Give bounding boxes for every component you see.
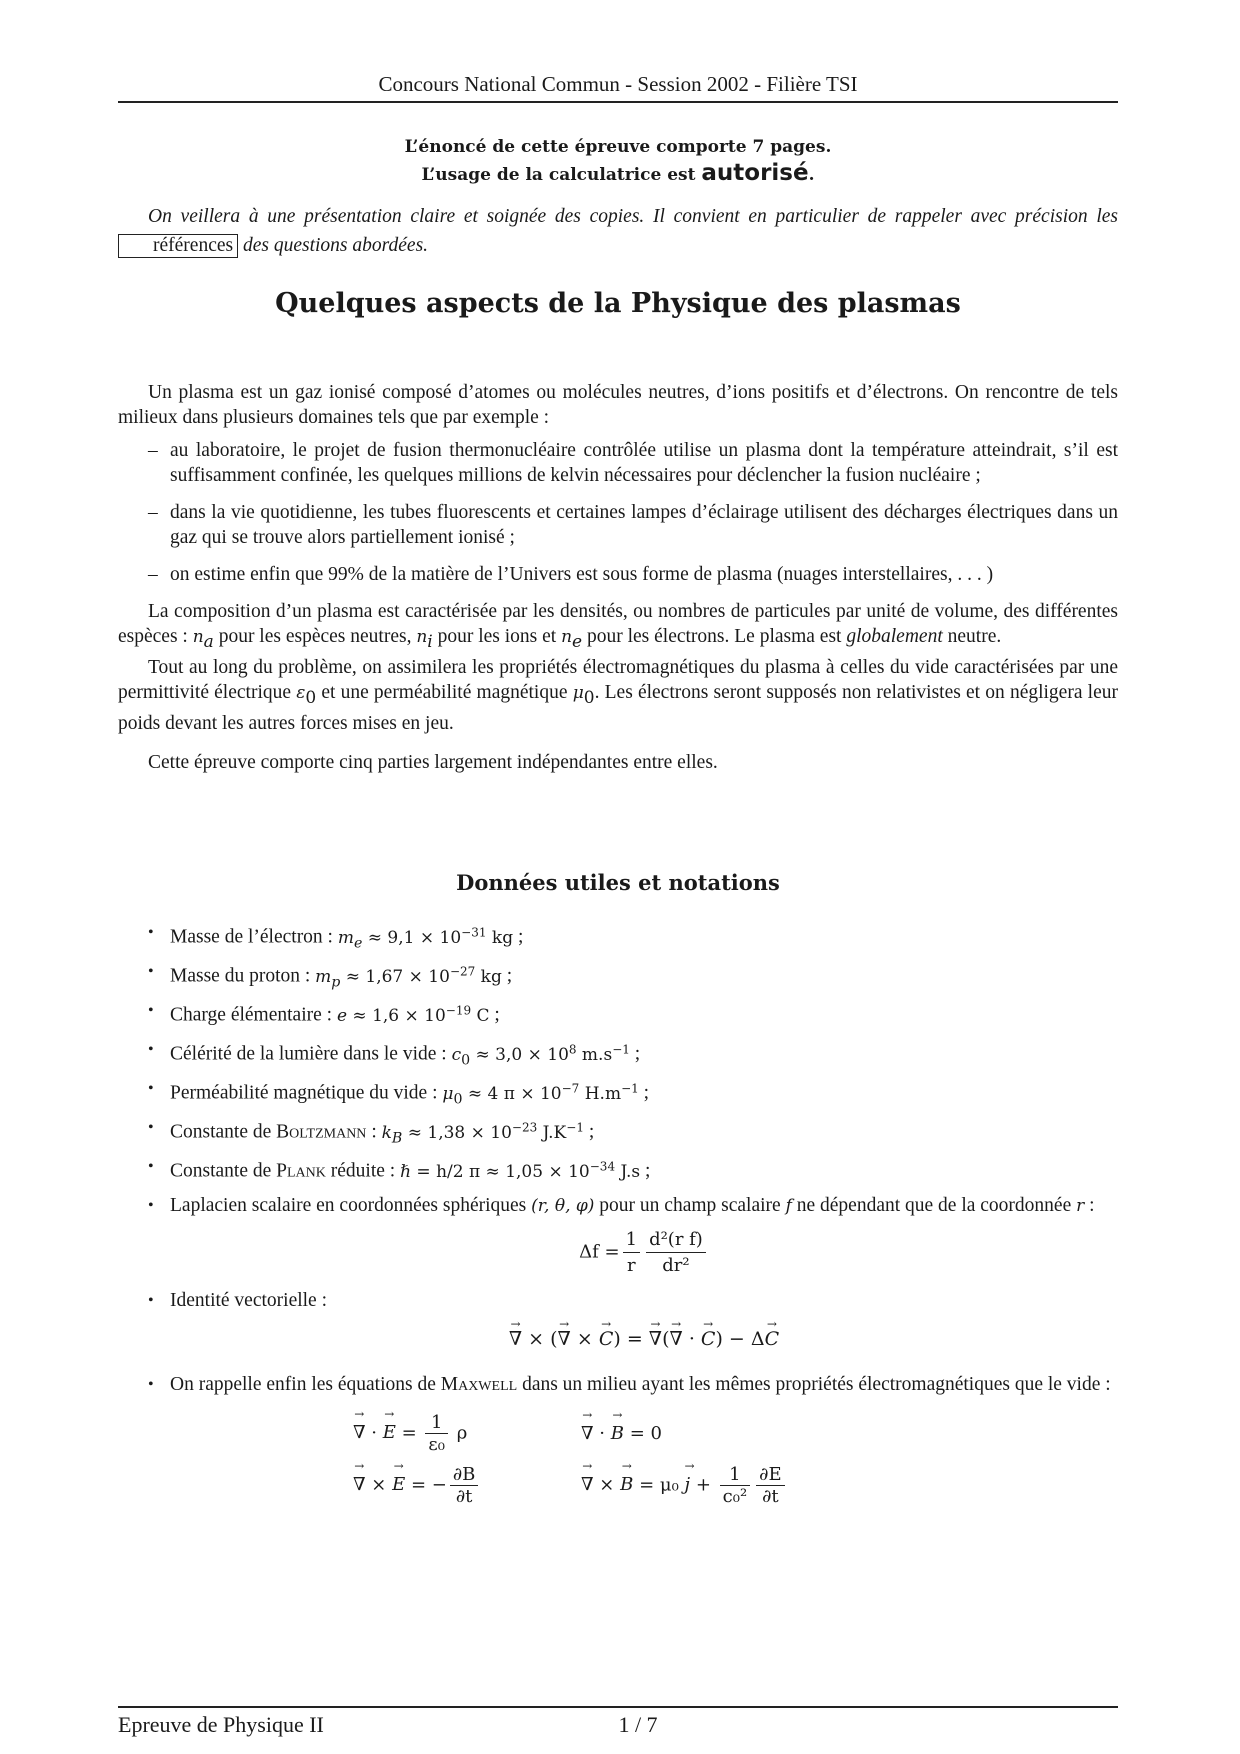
paragraph-assumptions: Tout au long du problème, on assimilera les propriétés électromagnétiques du plasma à celles du vide caractérisées par une permittivité électrique $\varepsilon_0$ et une perméabilité magnétique $\mu_0$. Les électrons seront supposés non relativistes et on négligera leur poids devant les autres forces mises en jeu. [118, 656, 1118, 734]
paragraph-parts: Cette épreuve comporte cinq parties largement indépendantes entre elles. [148, 751, 718, 773]
maxwell-faraday: ∇ → × E → = − $\frac{\partial B}{\partial t}$ [353, 1464, 581, 1507]
header-rule [118, 101, 1118, 103]
paragraph-composition: La composition d’un plasma est caractérisée par les densités, ou nombres de particules par unité de volume, des différentes espèces : $n_a$ pour les espèces neutres, $n_i$ pour les ions et $n_e$ pour les électrons. Le plasma est globalement neutre. [118, 601, 1118, 652]
data-item-electron-mass: • Masse de l’électron : $m_e \approx 9,1 \times 10^{-31}$ kg ; [118, 920, 1118, 959]
data-item-permeability: • Perméabilité magnétique du vide : $\mu_0 \approx 4$ $\pi \times 10^{-7}$ $H.m^{-1}$ ; [118, 1076, 1118, 1115]
page-number: 1 / 7 [618, 1712, 658, 1737]
data-item-elementary-charge: • Charge élémentaire : $e \approx 1,6 \times 10^{-19}$ C ; [118, 998, 1118, 1037]
data-item-laplacian: • Laplacien scalaire en coordonnées sphériques (r, θ, φ) pour un champ scalaire f ne dépendant que de la coordonnée r : Δf = $\frac{1}{r}$ $\frac{\text{d²(r f)}}{\text{dr²}}$ [118, 1193, 1118, 1278]
data-item-boltzmann: • Constante de Boltzmann : $k_B \approx 1,38 \times 10^{-23}$ $J.K^{-1}$ ; [118, 1115, 1118, 1154]
authorized-word: autorisé [701, 160, 809, 186]
footer-rule [118, 1706, 1118, 1708]
exam-page [118, 0, 1118, 1754]
data-item-light-speed: • Célérité de la lumière dans le vide : $c_0 \approx 3,0 \times 10^8$ $m.s^{-1}$ ; [118, 1037, 1118, 1076]
paragraph-plasma-definition: Un plasma est un gaz ionisé composé d’atomes ou molécules neutres, d’ions positifs et d’électrons. On rencontre de tels milieux dans plusieurs domaines tels que par exemple : [118, 382, 1118, 428]
data-item-proton-mass: • Masse du proton : $m_p \approx 1,67 \times 10^{-27}$ kg ; [118, 959, 1118, 998]
notice-calculator: L’usage de la calculatrice est autorisé. [421, 160, 815, 186]
exam-notice [118, 134, 1118, 188]
footer-exam-name: Epreuve de Physique II [118, 1712, 324, 1737]
maxwell-ampere: ∇ → × B → = μ₀ j → + $\frac{1}{\text{c₀²}}$ $\frac{\partial E}{\partial t}$ [581, 1464, 881, 1507]
section-title: Données utiles et notations [456, 870, 780, 895]
page-title: Quelques aspects de la Physique des plasmas [275, 288, 961, 319]
data-item-maxwell: • On rappelle enfin les équations de Maxwell dans un milieu ayant les mêmes propriétés électromagnétiques que le vide : [118, 1372, 1118, 1397]
maxwell-equations [118, 1407, 1118, 1511]
examples-list [118, 438, 1118, 587]
maxwell-gauss: ∇ → · E → = $\frac{1}{\text{ε₀}}$ ρ [353, 1412, 581, 1455]
page-footer [118, 1712, 1118, 1738]
data-item-planck: • Constante de Plank réduite : ℏ = h/2 $\pi \approx 1,05 \times 10^{-34}$ J.s ; [118, 1154, 1118, 1193]
maxwell-flux: ∇ → · B → = 0 [581, 1423, 881, 1444]
list-item: – on estime enfin que 99% de la matière de l’Univers est sous forme de plasma (nuages interstellaires, . . . ) [118, 562, 1118, 587]
data-list [118, 920, 1118, 1511]
references-box: références [118, 234, 238, 258]
intro-instructions: On veillera à une présentation claire et soignée des copies. Il convient en particulier de rappeler avec précision les références des questions abordées. [118, 202, 1118, 260]
notice-pages: L’énoncé de cette épreuve comporte 7 pages. [404, 137, 832, 157]
list-item: – au laboratoire, le projet de fusion thermonucléaire contrôlée utilise un plasma dont la température atteindrait, s’il est suffisamment confinée, les quelques millions de kelvin nécessaires pour déclencher la fusion nucléaire ; [118, 438, 1118, 488]
laplacian-equation: Δf = $\frac{1}{r}$ $\frac{\text{d²(r f)}}{\text{dr²}}$ [170, 1227, 1118, 1278]
page-header: Concours National Commun - Session 2002 - Filière TSI [378, 72, 858, 96]
data-item-vector-identity: • Identité vectorielle : ∇ → × (∇ → × C →) = ∇ →(∇ → · C →) − ΔC → [118, 1288, 1118, 1352]
main-text [118, 380, 1118, 775]
vector-identity-equation: ∇ → × (∇ → × C →) = ∇ →(∇ → · C →) − ΔC → [170, 1327, 1118, 1352]
list-item: – dans la vie quotidienne, les tubes fluorescents et certaines lampes d’éclairage utilisent des décharges électriques dans un gaz qui se trouve alors partiellement ionisé ; [118, 500, 1118, 550]
